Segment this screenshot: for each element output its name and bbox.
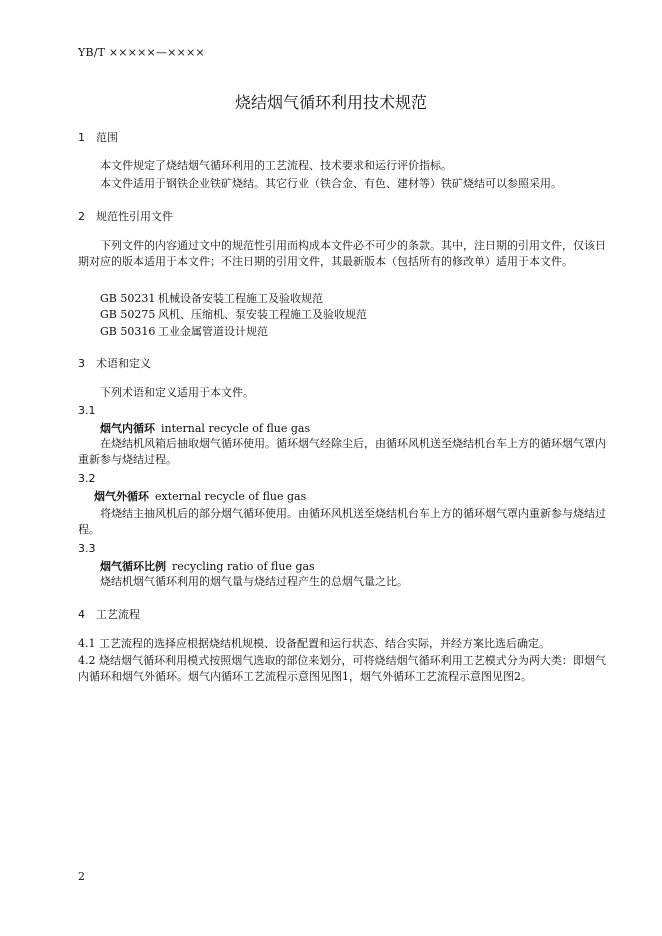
section-number: 1 (78, 131, 85, 144)
section-title: 术语和定义 (96, 357, 151, 370)
term-chinese: 烟气内循环 (100, 422, 155, 435)
section-4-heading (78, 606, 140, 622)
section-2-heading (78, 208, 173, 224)
term-heading (100, 420, 310, 436)
term-number: 3.1 (78, 404, 96, 417)
term-heading (94, 488, 306, 504)
section-1-paragraph-2: 本文件适用于钢铁企业铁矿烧结。其它行业（铁合金、有色、建材等）铁矿烧结可以参照采用。 (100, 177, 562, 190)
section-3-paragraph-1: 下列术语和定义适用于本文件。 (100, 386, 254, 399)
term-heading (100, 558, 315, 574)
standard-code-header: YB/T ×××××—×××× (78, 46, 205, 59)
term-number: 3.2 (78, 472, 96, 485)
clause-4-1: 4.1 工艺流程的选择应根据烧结机规模、设备配置和运行状态、结合实际，并经方案比选后确定。 (78, 637, 550, 650)
normative-reference (100, 323, 268, 339)
section-2-paragraph-1: 下列文件的内容通过文中的规范性引用而构成本文件必不可少的条款。其中，注日期的引用文件，仅该日期对应的版本适用于本文件；不注日期的引用文件，其最新版本（包括所有的修改单）适用于本文件。 (78, 239, 606, 268)
term-definition: 烧结机烟气循环利用的烟气量与烧结过程产生的总烟气量之比。 (100, 575, 408, 588)
reference-code: GB 50231 (100, 292, 156, 305)
normative-reference (100, 290, 323, 306)
reference-code: GB 50275 (100, 308, 156, 321)
term-english: recycling ratio of flue gas (172, 560, 315, 573)
reference-name: 工业金属管道设计规范 (158, 325, 268, 338)
reference-code: GB 50316 (100, 325, 156, 338)
section-title: 范围 (96, 131, 118, 144)
term-english: internal recycle of flue gas (161, 422, 311, 435)
page-number: 2 (78, 870, 85, 883)
term-definition: 在烧结机风箱后抽取烟气循环使用。循环烟气经除尘后，由循环风机送至烧结机台车上方的循环烟气罩内重新参与烧结过程。 (78, 437, 606, 466)
reference-name: 风机、压缩机、泵安装工程施工及验收规范 (158, 308, 367, 321)
clause-4-2: 4.2 烧结烟气循环利用模式按照烟气选取的部位来划分，可将烧结烟气循环利用工艺模式分为两大类：即烟气内循环和烟气外循环。烟气内循环工艺流程示意图见图1，烟气外循环工艺流程示意图见图2。 (78, 654, 606, 683)
document-title: 烧结烟气循环利用技术规范 (234, 93, 427, 112)
section-1-heading (78, 129, 118, 145)
normative-reference (100, 306, 367, 322)
reference-name: 机械设备安装工程施工及验收规范 (158, 292, 323, 305)
term-english: external recycle of flue gas (155, 490, 307, 503)
term-definition: 将烧结主抽风机后的部分烟气循环使用。由循环风机送至烧结机台车上方的循环烟气罩内重新参与烧结过程。 (78, 507, 606, 536)
section-title: 工艺流程 (96, 608, 140, 621)
term-chinese: 烟气外循环 (94, 490, 149, 503)
section-title: 规范性引用文件 (96, 210, 173, 223)
term-number: 3.3 (78, 542, 96, 555)
section-number: 4 (78, 608, 85, 621)
section-1-paragraph-1: 本文件规定了烧结烟气循环利用的工艺流程、技术要求和运行评价指标。 (100, 159, 452, 172)
section-3-heading (78, 355, 151, 371)
section-number: 2 (78, 210, 85, 223)
term-chinese: 烟气循环比例 (100, 560, 166, 573)
section-number: 3 (78, 357, 85, 370)
